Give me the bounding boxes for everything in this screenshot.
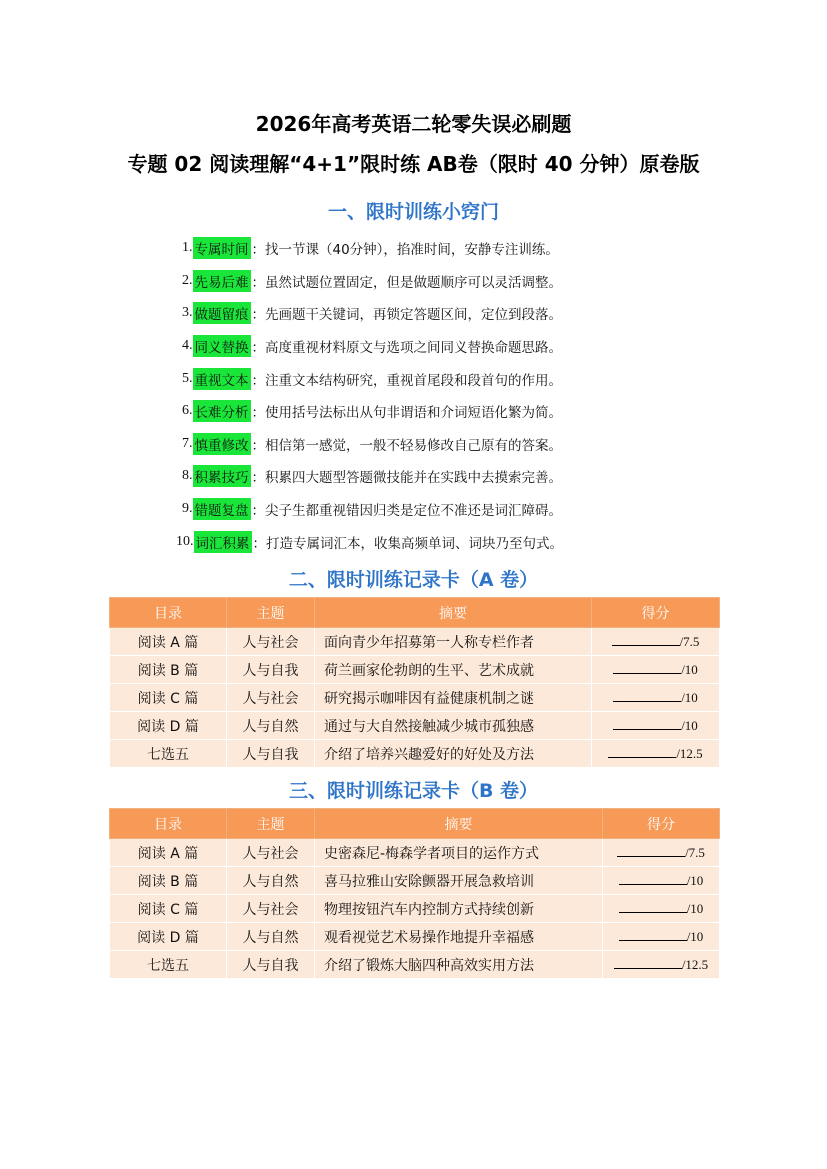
table-row	[110, 656, 720, 684]
cell-directory: 阅读 B 篇	[110, 656, 227, 684]
score-blank[interactable]	[619, 900, 687, 913]
score-max: /10	[681, 662, 698, 677]
score-blank[interactable]	[619, 928, 687, 941]
cell-theme: 人与社会	[227, 895, 315, 923]
cell-score[interactable]	[592, 712, 720, 740]
cell-summary: 面向青少年招募第一人称专栏作者	[315, 628, 592, 656]
cell-summary: 喜马拉雅山安除颤器开展急救培训	[315, 867, 603, 895]
score-max: /7.5	[685, 845, 705, 860]
column-header-score: 得分	[603, 809, 720, 839]
tip-keyword: 长难分析	[193, 400, 251, 422]
record-table-b	[109, 808, 720, 979]
cell-directory: 阅读 D 篇	[110, 923, 227, 951]
tip-number: 8.	[182, 468, 193, 484]
table-row	[110, 895, 720, 923]
tip-number: 4.	[182, 338, 193, 354]
document-subtitle: 专题 02 阅读理解“4+1”限时练 AB卷（限时 40 分钟）原卷版	[127, 152, 700, 176]
cell-directory: 阅读 A 篇	[110, 839, 227, 867]
tip-description: ：尖子生都重视错因归类是定位不准还是词汇障碍。	[251, 503, 562, 520]
document-title: 2026年高考英语二轮零失误必刷题	[255, 112, 572, 136]
tip-keyword: 做题留痕	[193, 302, 251, 324]
tips-list	[176, 232, 702, 558]
score-max: /7.5	[679, 634, 700, 649]
score-blank[interactable]	[608, 745, 676, 758]
cell-summary: 物理按钮汽车内控制方式持续创新	[315, 895, 603, 923]
score-max: /10	[686, 873, 704, 888]
score-blank[interactable]	[613, 661, 681, 674]
column-header-directory: 目录	[110, 598, 227, 628]
column-header-summary: 摘要	[315, 598, 592, 628]
table-row	[110, 712, 720, 740]
tip-item	[182, 330, 702, 363]
tip-item	[182, 493, 702, 526]
tip-description: ：注重文本结构研究，重视首尾段和段首句的作用。	[251, 372, 562, 389]
score-blank[interactable]	[614, 956, 682, 969]
tip-item	[182, 297, 702, 330]
tip-keyword: 重视文本	[193, 368, 251, 390]
cell-score[interactable]	[603, 951, 720, 979]
tip-number: 3.	[182, 305, 193, 321]
cell-theme: 人与自我	[227, 740, 315, 768]
cell-summary: 介绍了锻炼大脑四种高效实用方法	[315, 951, 603, 979]
table-header-row	[110, 809, 720, 839]
score-blank[interactable]	[619, 872, 687, 885]
cell-theme: 人与自然	[227, 867, 315, 895]
cell-directory: 阅读 A 篇	[110, 628, 227, 656]
tip-item	[182, 265, 702, 298]
tip-keyword: 先易后难	[193, 270, 251, 292]
tip-description: ：先画题干关键词，再锁定答题区间，定位到段落。	[251, 307, 562, 324]
tip-number: 1.	[182, 240, 193, 256]
cell-theme: 人与自我	[227, 951, 315, 979]
cell-theme: 人与自我	[227, 656, 315, 684]
cell-theme: 人与社会	[227, 839, 315, 867]
column-header-theme: 主题	[227, 809, 315, 839]
cell-score[interactable]	[592, 656, 720, 684]
cell-score[interactable]	[603, 895, 720, 923]
section-heading-card-b: 三、限时训练记录卡（B 卷）	[288, 780, 539, 802]
tip-description: ：积累四大题型答题微技能并在实践中去摸索完善。	[251, 470, 562, 487]
table-row	[110, 628, 720, 656]
score-max: /10	[681, 690, 698, 705]
tip-number: 9.	[182, 501, 193, 517]
cell-theme: 人与社会	[227, 684, 315, 712]
cell-score[interactable]	[592, 684, 720, 712]
tip-number: 10.	[176, 533, 194, 549]
table-row	[110, 867, 720, 895]
tip-number: 2.	[182, 272, 193, 288]
column-header-directory: 目录	[110, 809, 227, 839]
score-max: /10	[681, 718, 698, 733]
tip-keyword: 词汇积累	[194, 531, 252, 553]
score-max: /12.5	[676, 746, 703, 761]
cell-directory: 阅读 B 篇	[110, 867, 227, 895]
tip-item	[182, 395, 702, 428]
score-blank[interactable]	[617, 844, 685, 857]
cell-score[interactable]	[592, 740, 720, 768]
score-blank[interactable]	[613, 689, 681, 702]
cell-theme: 人与自然	[227, 712, 315, 740]
cell-theme: 人与社会	[227, 628, 315, 656]
tip-keyword: 专属时间	[193, 237, 251, 259]
tip-item	[176, 525, 702, 558]
table-row	[110, 923, 720, 951]
cell-directory: 阅读 C 篇	[110, 684, 227, 712]
section-heading-tips: 一、限时训练小窍门	[327, 201, 499, 223]
tip-keyword: 积累技巧	[193, 465, 251, 487]
tip-item	[182, 460, 702, 493]
column-header-theme: 主题	[227, 598, 315, 628]
cell-directory: 七选五	[110, 740, 227, 768]
table-header-row	[110, 598, 720, 628]
tip-item	[182, 362, 702, 395]
tip-keyword: 慎重修改	[193, 433, 251, 455]
score-blank[interactable]	[612, 633, 680, 646]
table-row	[110, 740, 720, 768]
cell-score[interactable]	[603, 867, 720, 895]
cell-theme: 人与自然	[227, 923, 315, 951]
tip-description: ：虽然试题位置固定，但是做题顺序可以灵活调整。	[251, 274, 562, 291]
tip-keyword: 同义替换	[193, 335, 251, 357]
cell-score[interactable]	[592, 628, 720, 656]
table-row	[110, 839, 720, 867]
cell-score[interactable]	[603, 839, 720, 867]
score-max: /10	[686, 901, 704, 916]
tip-description: ：高度重视材料原文与选项之间同义替换命题思路。	[251, 340, 562, 357]
cell-score[interactable]	[603, 923, 720, 951]
cell-summary: 介绍了培养兴趣爱好的好处及方法	[315, 740, 592, 768]
section-heading-card-a: 二、限时训练记录卡（A 卷）	[288, 569, 539, 591]
tip-description: ：打造专属词汇本，收集高频单词、词块乃至句式。	[252, 535, 563, 552]
score-blank[interactable]	[613, 717, 681, 730]
cell-directory: 阅读 D 篇	[110, 712, 227, 740]
table-row	[110, 951, 720, 979]
table-row	[110, 684, 720, 712]
tip-description: ：找一节课（40分钟），掐准时间，安静专注训练。	[251, 242, 559, 259]
tip-description: ：使用括号法标出从句非谓语和介词短语化繁为简。	[251, 405, 562, 422]
tip-item	[182, 428, 702, 461]
column-header-summary: 摘要	[315, 809, 603, 839]
cell-summary: 研究揭示咖啡因有益健康机制之谜	[315, 684, 592, 712]
tip-number: 5.	[182, 370, 193, 386]
score-max: /12.5	[681, 957, 709, 972]
tip-number: 6.	[182, 403, 193, 419]
cell-summary: 通过与大自然接触减少城市孤独感	[315, 712, 592, 740]
tip-item	[182, 232, 702, 265]
cell-summary: 观看视觉艺术易操作地提升幸福感	[315, 923, 603, 951]
cell-directory: 阅读 C 篇	[110, 895, 227, 923]
record-table-a	[109, 597, 720, 768]
column-header-score: 得分	[592, 598, 720, 628]
cell-summary: 荷兰画家伦勃朗的生平、艺术成就	[315, 656, 592, 684]
cell-summary: 史密森尼-梅森学者项目的运作方式	[315, 839, 603, 867]
tip-description: ：相信第一感觉，一般不轻易修改自己原有的答案。	[251, 437, 562, 454]
score-max: /10	[686, 929, 704, 944]
tip-number: 7.	[182, 435, 193, 451]
tip-keyword: 错题复盘	[193, 498, 251, 520]
cell-directory: 七选五	[110, 951, 227, 979]
